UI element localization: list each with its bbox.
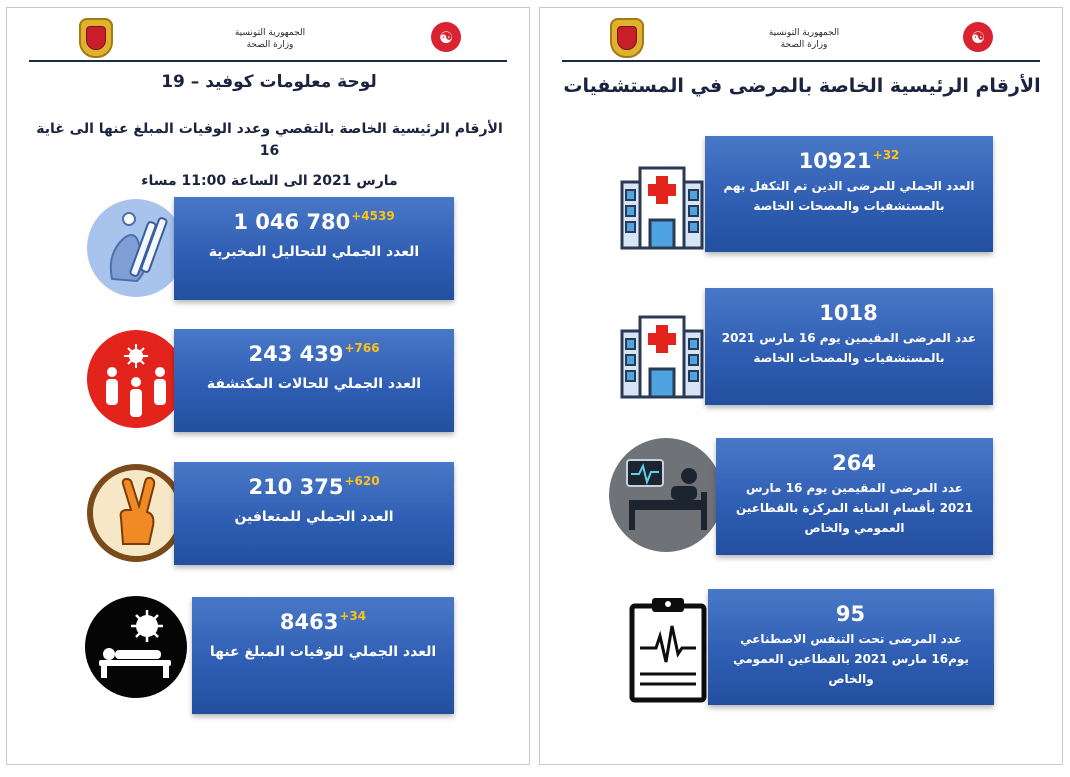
ministry-header (7, 8, 529, 60)
stat-label: العدد الجملي للمرضى الذين تم التكفل بهم بالمستشفيات والمصحات الخاصة (723, 179, 975, 213)
stat-label: عدد المرضى تحت التنفس الاصطناعي يوم16 مارس 2021 بالقطاعين العمومي والخاص (733, 632, 969, 686)
hospital-icon (610, 303, 714, 407)
stat-card-hospital-resident (705, 288, 993, 405)
stat-increment: +34 (339, 609, 367, 623)
page-title: لوحة معلومات كوفيد – 19 (161, 72, 377, 92)
stat-value: $8463^{+34}$ (279, 609, 367, 634)
stat-value: 1 046 $780^{+4539}$ (233, 209, 395, 234)
stat-increment: +32 (872, 148, 900, 162)
stat-label: العدد الجملي للتحاليل المخبرية (208, 244, 420, 260)
ministry-header (540, 8, 1062, 60)
stat-increment: +620 (344, 474, 380, 488)
stat-card-lab-tests (174, 197, 454, 300)
stat-card-recovered (174, 462, 454, 565)
hospital-icon (610, 154, 714, 258)
icu-bed-monitor-icon (609, 438, 723, 552)
right-infographic-panel (539, 7, 1063, 765)
stat-value: 210 $375^{+620}$ (248, 474, 380, 499)
stat-label: العدد الجملي للمتعافين (234, 509, 394, 525)
stat-card-icu (716, 438, 993, 555)
stat-card-hospital-total (705, 136, 993, 252)
lab-test-swab-icon (87, 199, 185, 297)
stat-value: 243 $439^{+766}$ (248, 341, 380, 366)
page-subtitle (27, 118, 512, 192)
stat-label: عدد المرضى المقيمين يوم 16 مارس 2021 بالمستشفيات والمصحات الخاصة (721, 331, 977, 365)
stat-card-deaths (192, 597, 454, 714)
ministry-name-line2: وزارة الصحة (246, 40, 294, 50)
stat-value: 264 (832, 451, 876, 475)
victory-hand-icon (87, 464, 185, 562)
health-ministry-logo-icon: ☯ (431, 22, 461, 52)
tunisia-coat-of-arms-icon (79, 18, 113, 58)
stat-label: العدد الجملي للحالات المكتشفة (206, 376, 422, 392)
stat-increment: +4539 (351, 209, 395, 223)
stat-value: 95 (835, 602, 866, 626)
patient-bed-virus-icon (85, 596, 187, 698)
stat-label: عدد المرضى المقيمين يوم 16 مارس 2021 بأقسام العناية المركزة بالقطاعين العمومي والخاص (736, 481, 973, 535)
stat-increment: +766 (344, 341, 380, 355)
page-title: الأرقام الرئيسية الخاصة بالمرضى في المستشفيات (563, 75, 1041, 97)
stat-value: 1018 (819, 301, 878, 325)
left-infographic-panel (6, 7, 530, 765)
ministry-name-line1: الجمهورية التونسية (234, 28, 306, 38)
tunisia-coat-of-arms-icon (610, 18, 644, 58)
ministry-name (744, 27, 864, 51)
ministry-name-line2: وزارة الصحة (780, 40, 828, 50)
subtitle-line2: مارس 2021 الى الساعة 11:00 مساء (141, 173, 398, 189)
ministry-name (210, 27, 330, 51)
header-divider (29, 60, 507, 62)
stat-card-detected-cases (174, 329, 454, 432)
subtitle-line1: الأرقام الرئيسية الخاصة بالتقصي وعدد الوفيات المبلغ عنها الى غاية 16 (36, 121, 503, 159)
clipboard-heartbeat-icon (626, 596, 710, 704)
header-divider (562, 60, 1040, 62)
stat-label: العدد الجملي للوفيات المبلغ عنها (209, 644, 437, 660)
virus-people-icon (87, 330, 185, 428)
stat-value: $10921^{+32}$ (798, 148, 900, 173)
health-ministry-logo-icon: ☯ (963, 22, 993, 52)
stat-card-ventilation (708, 589, 994, 705)
ministry-name-line1: الجمهورية التونسية (768, 28, 840, 38)
